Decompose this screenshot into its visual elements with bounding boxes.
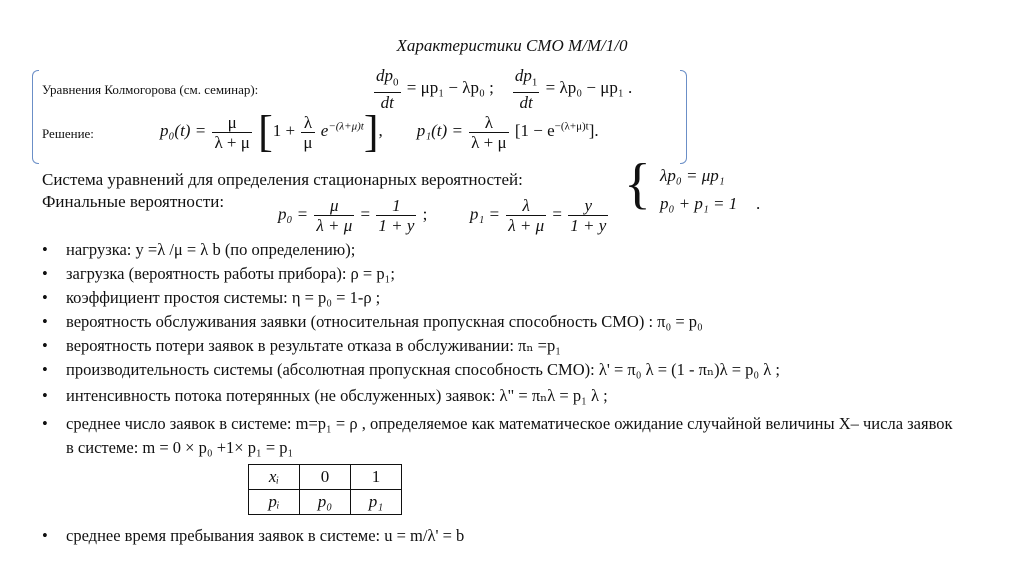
solution-p1-bracket: $[1 - e^{-(\lambda+\mu)t}]$. bbox=[514, 120, 599, 140]
list-item: • вероятность потери заявок в результате отказа в обслуживании: πₙ =p₁ bbox=[42, 336, 561, 355]
system-brace: { bbox=[624, 153, 651, 215]
solution-p0-lhs: p₀(t) = bbox=[160, 120, 207, 140]
list-item: • коэффициент простоя системы: η = p₀ = 1-ρ ; bbox=[42, 288, 381, 307]
last-list bbox=[40, 524, 960, 548]
system-label: Система уравнений для определения стационарных вероятностей: bbox=[42, 170, 523, 189]
right-bracket bbox=[680, 70, 687, 164]
table-cell: 0 bbox=[300, 465, 351, 490]
kolmogorov-eq1-rhs: = μp₁ − λp₀ ; bbox=[406, 78, 494, 98]
final-p0-lhs: p₀ = bbox=[278, 204, 309, 224]
characteristics-list bbox=[40, 238, 960, 460]
left-bracket bbox=[32, 70, 39, 164]
final-p1-frac2: $\frac{y}{1 + y}$ bbox=[570, 196, 607, 235]
table-cell: 1 bbox=[351, 465, 402, 490]
final-p0-frac2: $\frac{1}{1 + y}$ bbox=[378, 196, 415, 235]
list-item: • среднее число заявок в системе: m=p₁ = ρ , определяемое как математическое ожидание случайной величины X– числа заявок в системе: m = 0 × p₀ +1× p₁ = p₁ bbox=[42, 414, 953, 457]
list-item: • производительность системы (абсолютная пропускная способность СМО): λ' = π₀ λ = (1 - πₙ)λ = p₀ λ ; bbox=[42, 360, 780, 379]
solution-p0-inner: 1 + bbox=[272, 120, 296, 140]
kolmogorov-eq1-lhs: $\frac{dp_0}{dt}$ bbox=[376, 66, 399, 113]
kolmogorov-eq2-lhs: $\frac{dp_1}{dt}$ bbox=[514, 66, 538, 113]
list-item: • интенсивность потока потерянных (не обслуженных) заявок: λ" = πₙλ = p₁ λ ; bbox=[42, 386, 608, 405]
table-cell: p₀ bbox=[300, 490, 351, 515]
list-item: • загрузка (вероятность работы прибора): ρ = p₁; bbox=[42, 264, 395, 283]
kolmogorov-eq2-rhs: = λp₀ − μp₁ . bbox=[545, 78, 633, 98]
solution-formulas: p₀(t) = $\frac{\mu}{\lambda + \mu}$ [1 + $\frac{\lambda}{\mu}$ $e^{-(\lambda+\mu)t}$], p₁(t) = $\frac{\lambda}{\lambda + \mu}$ $[1 - e^{-(\lambda+\mu)t}]$. bbox=[160, 107, 599, 156]
system-eq2: p₀ + p₁ = 1 bbox=[660, 194, 738, 213]
solution-p0-exp: $e^{-(\lambda+\mu)t}$ bbox=[320, 120, 364, 140]
table-cell: pᵢ bbox=[249, 490, 300, 515]
final-p1-frac1: $\frac{\lambda}{\lambda + \mu}$ bbox=[508, 196, 545, 235]
final-label: Финальные вероятности: bbox=[42, 192, 225, 211]
final-p1-lhs: p₁ = bbox=[469, 204, 501, 224]
solution-p0-inner-fraction: $\frac{\lambda}{\mu}$ bbox=[303, 112, 313, 152]
solution-p1-fraction: $\frac{\lambda}{\lambda + \mu}$ bbox=[471, 112, 507, 152]
final-probabilities: p₀ = $\frac{\mu}{\lambda + \mu}$ = $\frac{1}{1 + y}$ ; p₁ = $\frac{\lambda}{\lambda + \mu}$ = $\frac{y}{1 + y}$ bbox=[278, 196, 607, 235]
table-row bbox=[249, 490, 402, 515]
system-eq1: λp₀ = μp₁ bbox=[660, 166, 725, 185]
solution-p1-lhs: p₁(t) = bbox=[416, 120, 463, 140]
system-dot: . bbox=[756, 194, 761, 213]
distribution-table bbox=[248, 464, 402, 515]
list-item: • среднее время пребывания заявок в системе: u = m/λ' = b bbox=[42, 526, 465, 545]
list-item: • вероятность обслуживания заявки (относительная пропускная способность СМО) : π₀ = p₀ bbox=[42, 312, 703, 331]
table-cell: xᵢ bbox=[249, 465, 300, 490]
kolmogorov-label: Уравнения Колмогорова (см. семинар): bbox=[42, 82, 259, 97]
kolmogorov-equations bbox=[372, 66, 633, 113]
solution-p0-fraction: $\frac{\mu}{\lambda + \mu}$ bbox=[214, 112, 250, 152]
solution-label: Решение: bbox=[42, 126, 94, 141]
table-cell: p₁ bbox=[351, 490, 402, 515]
final-p0-frac1: $\frac{\mu}{\lambda + \mu}$ bbox=[316, 196, 353, 235]
list-item: • нагрузка: y =λ /μ = λ b (по определению); bbox=[42, 240, 356, 259]
page-title: Характеристики СМО M/M/1/0 bbox=[396, 36, 628, 55]
table-row bbox=[249, 465, 402, 490]
